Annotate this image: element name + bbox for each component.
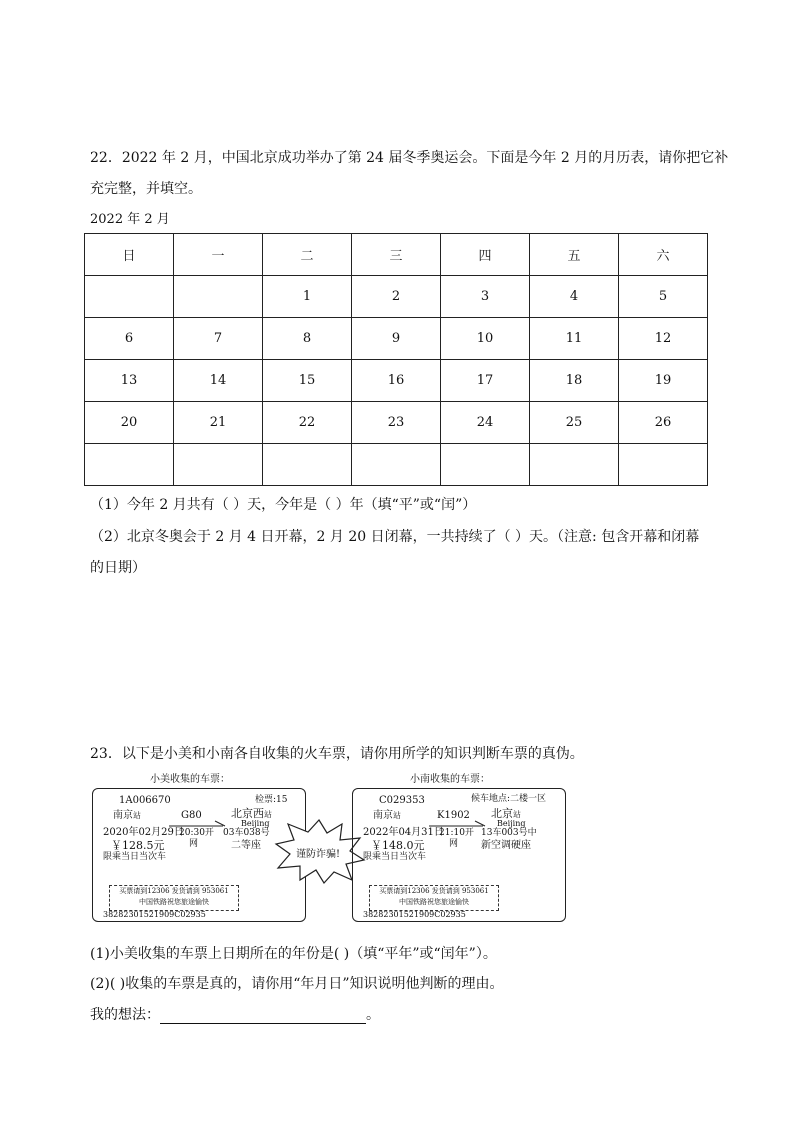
ticket-to-en: Beijing	[497, 819, 526, 828]
ticket-right-caption: 小南收集的车票：	[410, 774, 490, 785]
ticket-to-station	[231, 808, 272, 819]
ticket-from-station	[373, 811, 401, 821]
q23-thought	[90, 1004, 380, 1024]
calendar-cell: 2	[352, 276, 441, 318]
weekday-header: 五	[530, 234, 619, 276]
ticket-to-suffix: 站	[264, 810, 272, 819]
ticket-from-suffix: 站	[133, 811, 141, 820]
calendar-table	[84, 233, 708, 486]
ticket-serial: 38282301521909C02935	[363, 910, 466, 919]
calendar-header-row	[85, 234, 708, 276]
calendar-cell: 15	[263, 360, 352, 402]
calendar-row	[85, 444, 708, 486]
ticket-gate: 候车地点:二楼一区	[471, 794, 547, 804]
calendar-cell: 22	[263, 402, 352, 444]
ticket-limit: 限乘当日当次车	[103, 852, 167, 862]
weekday-header: 二	[263, 234, 352, 276]
q22-sub2-line2: 的日期）	[90, 560, 146, 576]
ticket-net: 网	[449, 839, 459, 849]
ticket-notice	[109, 885, 239, 911]
ticket-price: ￥128.5元	[111, 839, 165, 852]
calendar-row	[85, 402, 708, 444]
ticket-train-no: G80	[181, 810, 202, 821]
q23-intro: 23．以下是小美和小南各自收集的火车票，请你用所学的知识判断车票的真伪。	[90, 746, 584, 762]
q22-sub2-line1: （2）北京冬奥会于 2 月 4 日开幕，2 月 20 日闭幕，一共持续了（ ）天。（注意: 包含开幕和闭幕	[90, 529, 700, 545]
calendar-cell	[174, 276, 263, 318]
ticket-code: C029353	[379, 795, 425, 806]
ticket-date: 2020年02月29日	[103, 827, 184, 838]
calendar-cell: 6	[85, 318, 174, 360]
weekday-header: 日	[85, 234, 174, 276]
calendar-cell[interactable]	[352, 444, 441, 486]
calendar-cell[interactable]	[619, 444, 708, 486]
calendar-row	[85, 360, 708, 402]
thought-answer-blank[interactable]	[160, 1009, 366, 1024]
calendar-cell: 3	[441, 276, 530, 318]
weekday-header: 三	[352, 234, 441, 276]
ticket-right	[352, 788, 566, 922]
thought-end: 。	[366, 1007, 380, 1023]
ticket-to-station	[491, 808, 521, 819]
q22-sub1: （1）今年 2 月共有（ ）天，今年是（ ）年（填“平”或“闰”）	[90, 497, 477, 513]
calendar-cell: 18	[530, 360, 619, 402]
ticket-time: 21:10开	[439, 828, 474, 838]
calendar-cell[interactable]	[174, 444, 263, 486]
ticket-code: 1A006670	[119, 795, 171, 806]
weekday-header: 一	[174, 234, 263, 276]
ticket-price: ￥148.0元	[371, 839, 425, 852]
warning-stamp-text: 谨防诈骗!	[296, 849, 341, 860]
calendar-cell: 24	[441, 402, 530, 444]
calendar-cell: 8	[263, 318, 352, 360]
calendar-cell[interactable]	[530, 444, 619, 486]
calendar-cell: 16	[352, 360, 441, 402]
calendar-cell: 23	[352, 402, 441, 444]
ticket-limit: 限乘当日当次车	[363, 852, 427, 862]
calendar-cell	[85, 276, 174, 318]
ticket-class: 新空调硬座	[481, 840, 531, 851]
q22-text-line1: 22．2022 年 2 月，中国北京成功举办了第 24 届冬季奥运会。下面是今年 2 月的月历表，请你把它补	[90, 150, 729, 166]
ticket-gate: 检票:15	[255, 795, 288, 805]
calendar-row	[85, 276, 708, 318]
ticket-class: 二等座	[231, 840, 261, 851]
calendar-cell: 11	[530, 318, 619, 360]
calendar-cell[interactable]	[85, 444, 174, 486]
calendar-cell: 5	[619, 276, 708, 318]
calendar-cell: 13	[85, 360, 174, 402]
ticket-to-en: Beijing	[241, 819, 270, 828]
calendar-cell: 26	[619, 402, 708, 444]
ticket-from: 南京	[373, 810, 393, 821]
calendar-title: 2022 年 2 月	[90, 212, 170, 227]
calendar-cell: 17	[441, 360, 530, 402]
ticket-time: 20:30开	[179, 828, 214, 838]
ticket-from-station	[113, 811, 141, 821]
ticket-notice-line: 中国铁路祝您旅途愉快	[139, 898, 209, 906]
calendar-cell: 4	[530, 276, 619, 318]
weekday-header: 六	[619, 234, 708, 276]
calendar-cell: 9	[352, 318, 441, 360]
calendar-cell[interactable]	[263, 444, 352, 486]
ticket-seat: 03车038号	[223, 828, 270, 838]
ticket-seat: 13车003号中	[481, 828, 537, 838]
ticket-net: 网	[189, 839, 199, 849]
q23-sub2: (2)( )收集的车票是真的，请你用“年月日”知识说明他判断的理由。	[90, 976, 504, 992]
q22-text-line2: 充完整，并填空。	[90, 181, 202, 197]
calendar-cell: 7	[174, 318, 263, 360]
ticket-notice	[369, 885, 499, 911]
calendar-cell: 20	[85, 402, 174, 444]
ticket-from: 南京	[113, 810, 133, 821]
calendar-cell: 10	[441, 318, 530, 360]
ticket-left-caption: 小美收集的车票：	[150, 774, 230, 785]
calendar-cell: 14	[174, 360, 263, 402]
calendar-cell: 1	[263, 276, 352, 318]
thought-label: 我的想法：	[90, 1007, 160, 1023]
ticket-train-no: K1902	[437, 810, 470, 821]
ticket-serial: 38282301521909C02935	[103, 910, 206, 919]
calendar-cell: 12	[619, 318, 708, 360]
ticket-to: 北京西	[231, 807, 264, 820]
weekday-header: 四	[441, 234, 530, 276]
ticket-notice-line: 买票请到12306 发货请到 953061	[379, 887, 489, 895]
ticket-notice-line: 中国铁路祝您旅途愉快	[399, 898, 469, 906]
calendar-cell: 21	[174, 402, 263, 444]
q23-sub1: (1)小美收集的车票上日期所在的年份是( )（填“平年”或“闰年”）。	[90, 946, 497, 962]
ticket-date: 2022年04月31日	[363, 827, 444, 838]
calendar-cell[interactable]	[441, 444, 530, 486]
calendar-cell: 19	[619, 360, 708, 402]
ticket-to-suffix: 站	[513, 810, 521, 819]
ticket-from-suffix: 站	[393, 811, 401, 820]
calendar-row	[85, 318, 708, 360]
ticket-to: 北京	[491, 807, 513, 820]
ticket-notice-line: 买票请到12306 发货请到 953061	[119, 887, 229, 895]
calendar-cell: 25	[530, 402, 619, 444]
